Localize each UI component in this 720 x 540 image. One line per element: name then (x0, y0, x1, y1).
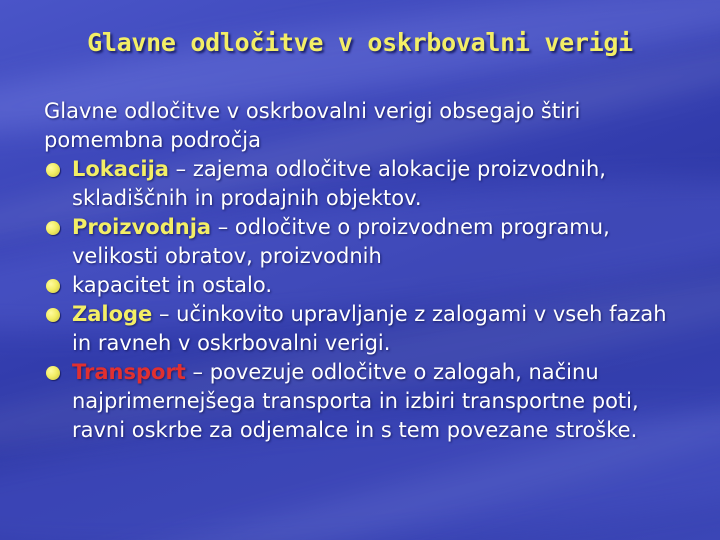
bullet-text: kapacitet in ostalo. (72, 273, 273, 297)
bullet-term: Transport (72, 360, 186, 384)
bullet-icon (46, 308, 60, 322)
bullet-term: Lokacija (72, 157, 169, 181)
bullet-icon (46, 279, 60, 293)
intro-text: Glavne odločitve v oskrbovalni verigi obsegajo štiri pomembna področja (44, 99, 581, 152)
bullet-text: – učinkovito upravljanje z zalogami v vseh fazah in ravneh v oskrbovalni verigi. (72, 302, 667, 355)
bullet-text: – povezuje odločitve o zalogah, načinu najprimernejšega transporta in izbiri transportne poti, ravni oskrbe za odjemalce in s tem povezane stroške. (72, 360, 639, 442)
bullet-item-kapacitet (44, 271, 684, 300)
bullet-term: Proizvodnja (72, 215, 212, 239)
slide-body (44, 97, 684, 445)
bullet-text: – odločitve o proizvodnem programu, velikosti obratov, proizvodnih (72, 215, 610, 268)
bullet-item-lokacija (44, 155, 684, 213)
bullet-icon (46, 163, 60, 177)
bullet-term: Zaloge (72, 302, 153, 326)
bullet-icon (46, 221, 60, 235)
slide-title: Glavne odločitve v oskrbovalni verigi (87, 28, 633, 57)
bullet-item-proizvodnja (44, 213, 684, 271)
bullet-list (44, 155, 684, 445)
bullet-icon (46, 366, 60, 380)
bullet-item-transport (44, 358, 684, 445)
bullet-text: – zajema odločitve alokacije proizvodnih, skladiščnih in prodajnih objektov. (72, 157, 606, 210)
bullet-item-zaloge (44, 300, 684, 358)
